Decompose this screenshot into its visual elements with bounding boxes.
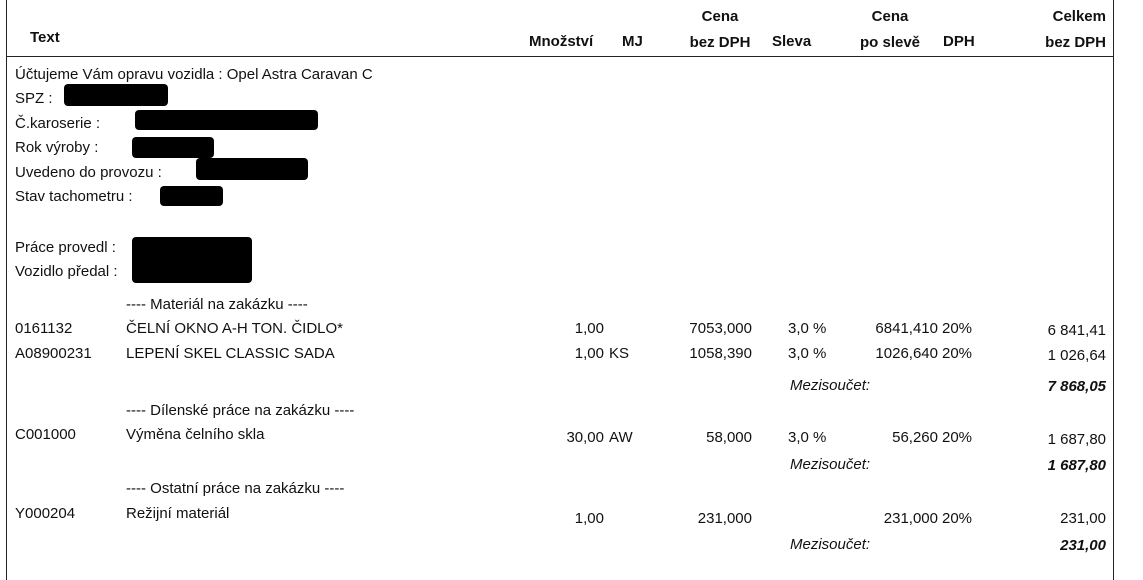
- karoserie-label: Č.karoserie :: [15, 115, 101, 132]
- redaction-karoserie: [135, 110, 318, 130]
- item-vat: 20%: [942, 345, 973, 362]
- item-mj: AW: [609, 429, 633, 446]
- subtotal-value: 1 687,80: [1047, 457, 1106, 474]
- column-header-text: Text: [30, 29, 60, 46]
- column-header-celkem-bottom: bez DPH: [1045, 34, 1106, 51]
- section-title-workshop: ---- Dílenské práce na zakázku ----: [126, 402, 355, 419]
- item-qty: 30,00: [566, 429, 604, 446]
- column-header-cena-po-bottom: po slevě: [859, 34, 921, 51]
- item-total: 231,00: [1060, 510, 1106, 527]
- item-qty: 1,00: [574, 345, 604, 362]
- item-vat: 20%: [942, 429, 973, 446]
- item-code: C001000: [15, 426, 76, 443]
- subtotal-value: 7 868,05: [1047, 378, 1106, 395]
- spz-label: SPZ :: [15, 90, 53, 107]
- item-price: 231,000: [697, 510, 752, 527]
- item-vat: 20%: [942, 320, 973, 337]
- section-title-material: ---- Materiál na zakázku ----: [126, 296, 308, 313]
- item-code: 0161132: [15, 320, 73, 337]
- item-code: Y000204: [15, 505, 76, 522]
- redaction-tachometr: [160, 186, 223, 206]
- redaction-provoz: [196, 158, 308, 180]
- column-header-cena-top: Cena: [701, 8, 739, 25]
- redaction-rok: [132, 137, 214, 158]
- item-qty: 1,00: [574, 510, 604, 527]
- item-text: ČELNÍ OKNO A-H TON. ČIDLO*: [126, 320, 343, 337]
- item-price-after: 6841,410: [875, 320, 938, 337]
- provoz-label: Uvedeno do provozu :: [15, 164, 162, 181]
- item-vat: 20%: [942, 510, 973, 527]
- item-price-after: 1026,640: [875, 345, 938, 362]
- item-text: Výměna čelního skla: [126, 426, 265, 443]
- item-discount: 3,0 %: [788, 345, 827, 362]
- item-price: 58,000: [706, 429, 752, 446]
- subtotal-label: Mezisoučet:: [790, 456, 871, 473]
- item-text: Režijní materiál: [126, 505, 230, 522]
- item-total: 1 687,80: [1047, 431, 1106, 448]
- item-text: LEPENÍ SKEL CLASSIC SADA: [126, 345, 335, 362]
- predal-label: Vozidlo předal :: [15, 263, 118, 280]
- item-price: 1058,390: [689, 345, 752, 362]
- section-title-other: ---- Ostatní práce na zakázku ----: [126, 480, 345, 497]
- subtotal-label: Mezisoučet:: [790, 377, 871, 394]
- redaction-spz: [64, 84, 168, 106]
- column-header-sleva: Sleva: [772, 33, 812, 50]
- item-total: 1 026,64: [1047, 347, 1106, 364]
- provedl-label: Práce provedl :: [15, 239, 116, 256]
- item-price-after: 231,000: [883, 510, 938, 527]
- column-header-mj: MJ: [622, 33, 643, 50]
- item-qty: 1,00: [574, 320, 604, 337]
- item-mj: KS: [609, 345, 630, 362]
- table-body-frame: [6, 57, 1114, 580]
- column-header-celkem-top: Celkem: [1052, 8, 1106, 25]
- redaction-staff: [132, 237, 252, 283]
- item-code: A08900231: [15, 345, 92, 362]
- column-header-mnozstvi: Množství: [529, 33, 594, 50]
- tachometr-label: Stav tachometru :: [15, 188, 133, 205]
- column-header-cena-po-top: Cena: [871, 8, 909, 25]
- item-price: 7053,000: [689, 320, 752, 337]
- column-header-dph: DPH: [943, 33, 975, 50]
- item-price-after: 56,260: [892, 429, 938, 446]
- item-total: 6 841,41: [1047, 322, 1106, 339]
- vehicle-intro: Účtujeme Vám opravu vozidla : Opel Astra Caravan C: [15, 66, 373, 83]
- subtotal-label: Mezisoučet:: [790, 536, 871, 553]
- column-header-cena-bottom: bez DPH: [689, 34, 751, 51]
- item-discount: 3,0 %: [788, 429, 827, 446]
- subtotal-value: 231,00: [1060, 537, 1106, 554]
- item-discount: 3,0 %: [788, 320, 827, 337]
- rok-label: Rok výroby :: [15, 139, 99, 156]
